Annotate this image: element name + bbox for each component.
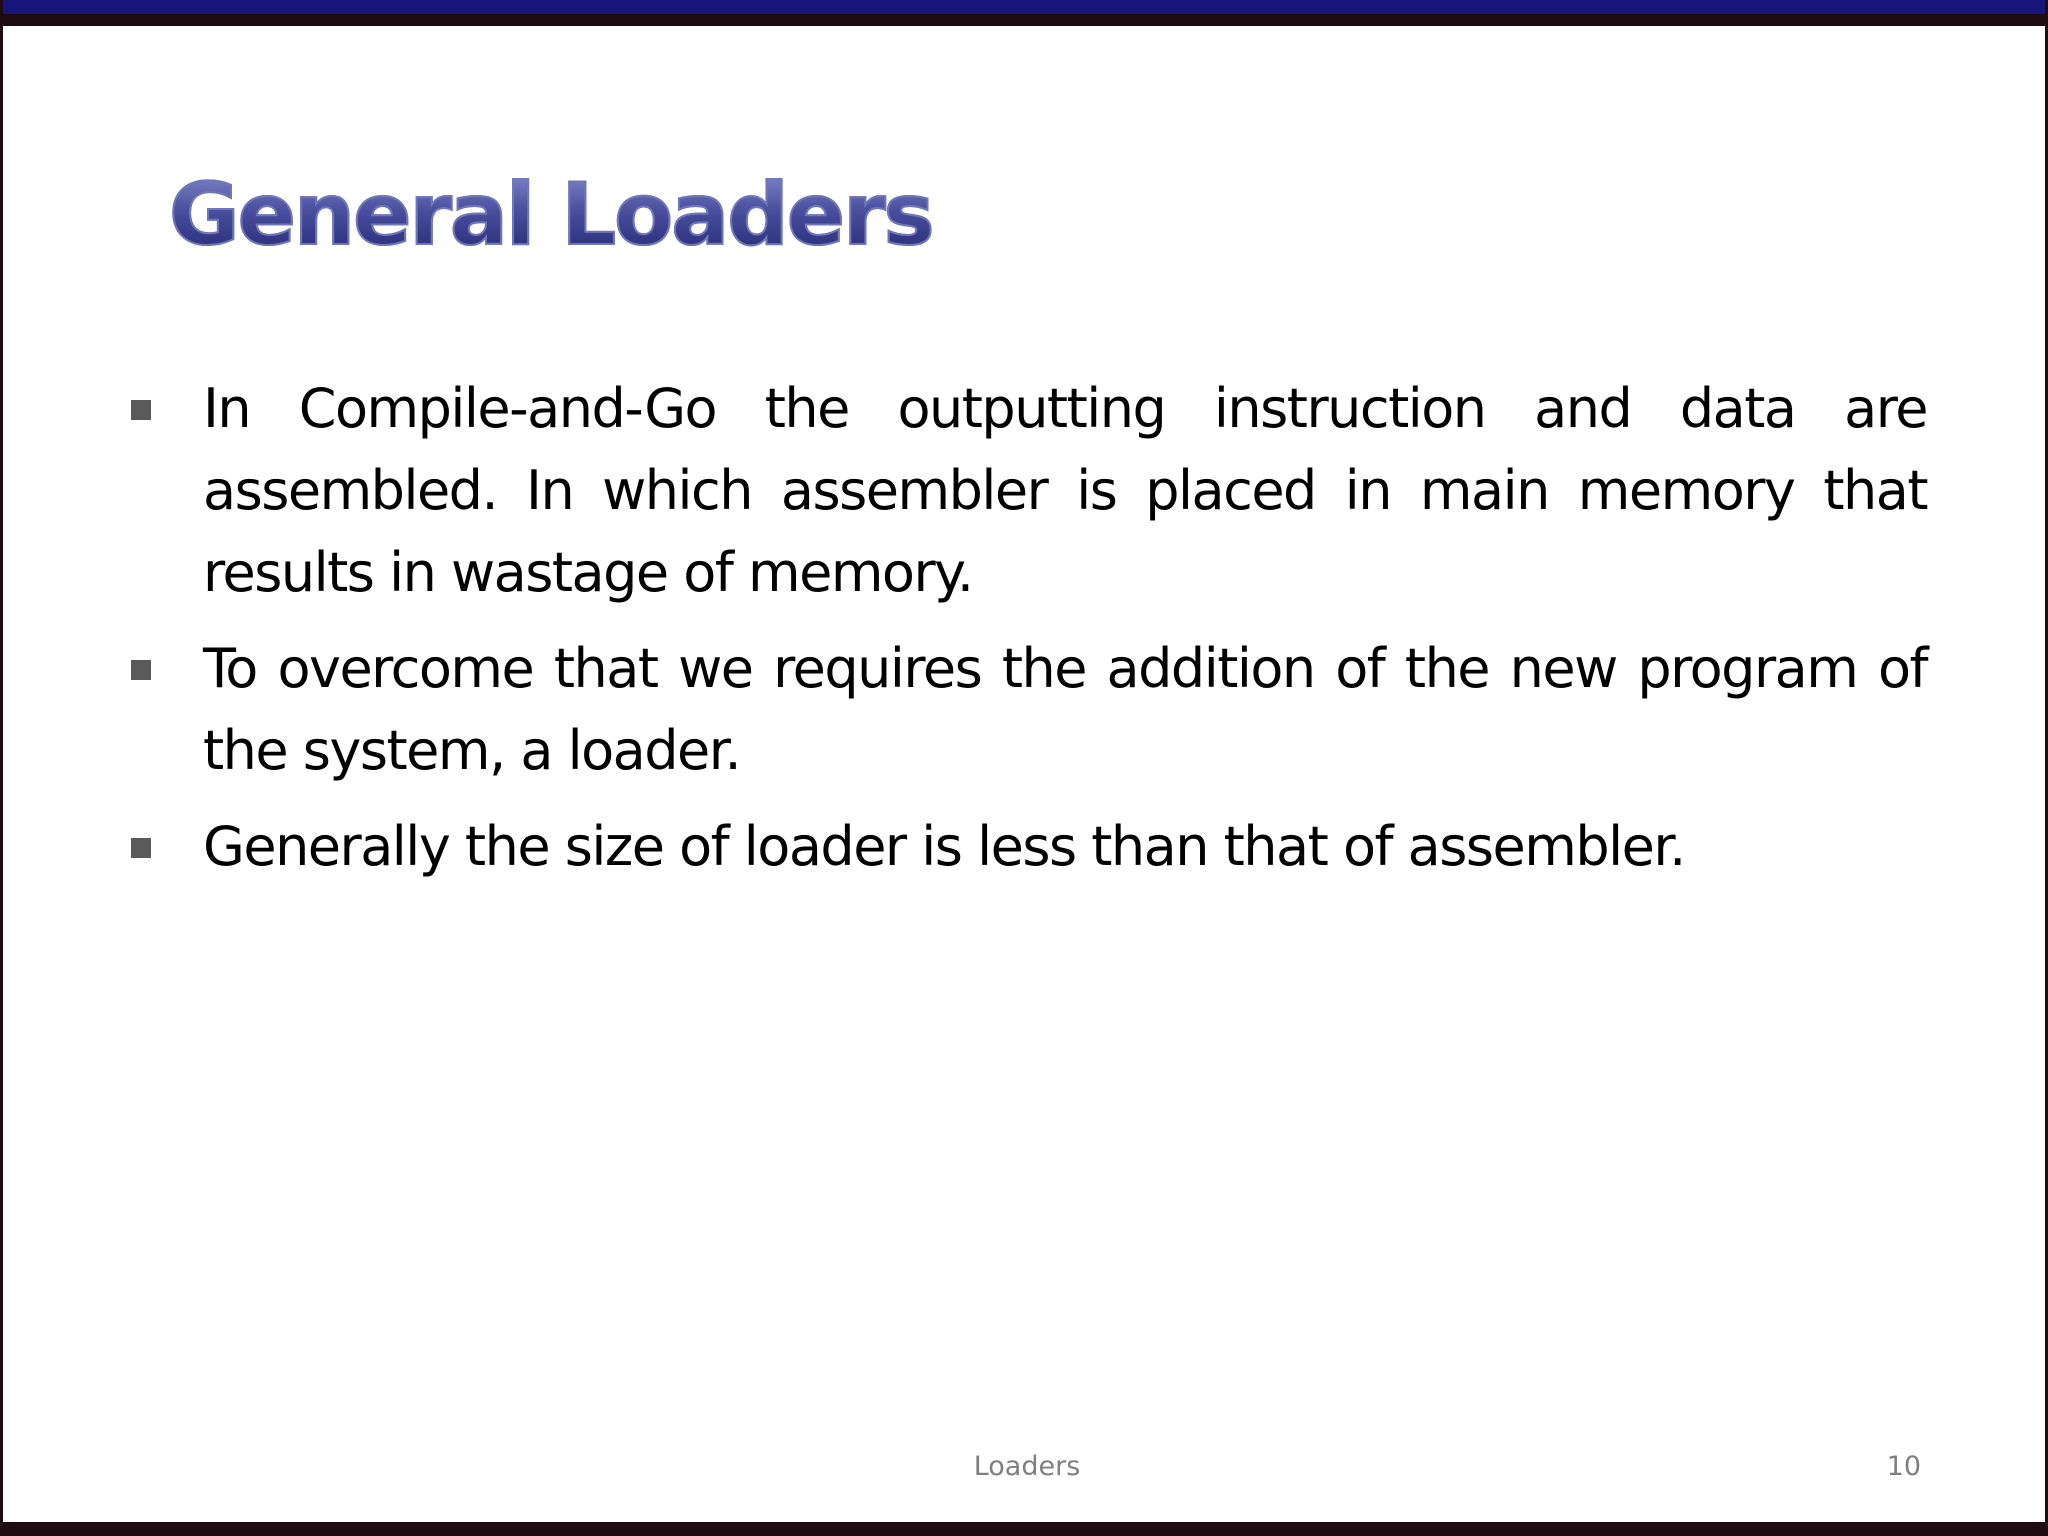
slide-title: General Loaders — [169, 160, 933, 270]
page-number: 10 — [1886, 1451, 1921, 1482]
square-bullet-icon — [131, 628, 203, 710]
square-bullet-icon — [131, 368, 203, 450]
bullet-item — [131, 368, 1927, 614]
bullet-item — [131, 628, 1927, 792]
bullet-list — [131, 368, 1927, 902]
bullet-text: Generally the size of loader is less than that of assembler. — [203, 815, 1685, 878]
bottom-frame-bar — [3, 1522, 2048, 1536]
bullet-text: To overcome that we requires the addition of the new program of the system, a loader. — [203, 637, 1927, 782]
footer-title: Loaders — [973, 1451, 1081, 1482]
bullet-item — [131, 806, 1927, 888]
top-frame-bar — [3, 14, 2048, 26]
square-bullet-icon — [131, 806, 203, 888]
top-accent-bar — [3, 0, 2048, 14]
bullet-text: In Compile-and-Go the outputting instruction and data are assembled. In which assembler is placed in main memory that results in wastage of memory. — [203, 377, 1927, 604]
